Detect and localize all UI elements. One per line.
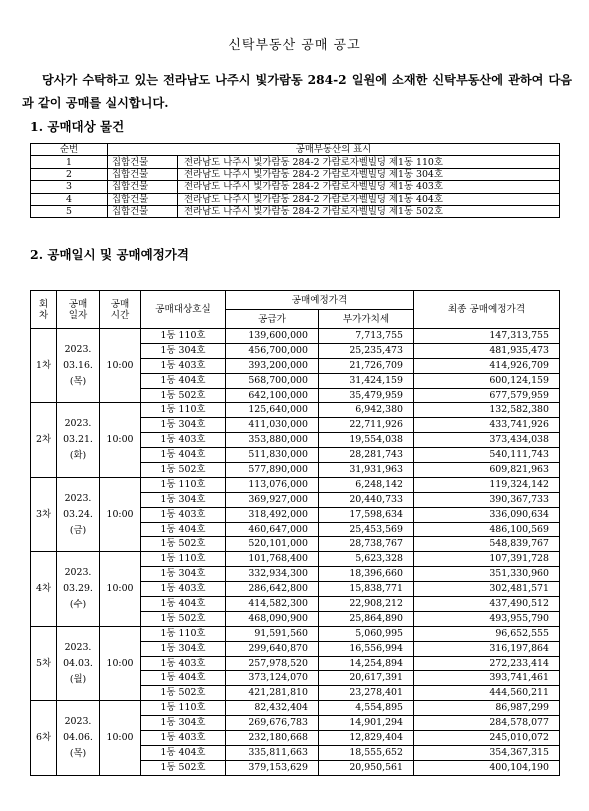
cell-vat: 7,713,755 bbox=[319, 329, 414, 344]
cell-vat: 4,554,895 bbox=[319, 701, 414, 716]
cell-round: 4차 bbox=[31, 552, 57, 626]
cell-unit: 1동 304호 bbox=[141, 418, 226, 433]
cell-supply: 232,180,668 bbox=[226, 731, 319, 746]
cell-supply: 421,281,810 bbox=[226, 686, 319, 701]
cell-unit: 1동 110호 bbox=[141, 329, 226, 344]
cell-vat: 15,838,771 bbox=[319, 582, 414, 597]
cell-time: 10:00 bbox=[100, 701, 141, 775]
table-row bbox=[31, 701, 560, 716]
notice-title: 신탁부동산 공매 공고 bbox=[228, 38, 361, 53]
cell-vat: 28,281,743 bbox=[319, 448, 414, 463]
cell-vat: 31,931,963 bbox=[319, 463, 414, 478]
cell-round: 1차 bbox=[31, 329, 57, 403]
cell-unit: 1동 403호 bbox=[141, 433, 226, 448]
cell-unit: 1동 404호 bbox=[141, 745, 226, 760]
cell-total: 400,104,190 bbox=[414, 760, 560, 775]
cell-supply: 113,076,000 bbox=[226, 477, 319, 492]
cell-unit: 1동 404호 bbox=[141, 373, 226, 388]
cell-supply: 332,934,300 bbox=[226, 567, 319, 582]
cell-vat: 21,726,709 bbox=[319, 358, 414, 373]
cell-supply: 101,768,400 bbox=[226, 552, 319, 567]
header-date: 공매 일자 bbox=[57, 291, 100, 329]
cell-date: 2023. 03.16. (목) bbox=[57, 329, 100, 403]
cell-unit: 1동 404호 bbox=[141, 671, 226, 686]
table-row bbox=[31, 205, 560, 217]
table-header-row bbox=[31, 291, 560, 310]
cell-unit: 1동 404호 bbox=[141, 522, 226, 537]
cell-vat: 23,278,401 bbox=[319, 686, 414, 701]
cell-supply: 411,030,000 bbox=[226, 418, 319, 433]
cell-supply: 577,890,000 bbox=[226, 463, 319, 478]
cell-supply: 393,200,000 bbox=[226, 358, 319, 373]
cell-total: 284,578,077 bbox=[414, 716, 560, 731]
cell-vat: 28,738,767 bbox=[319, 537, 414, 552]
auction-schedule-table bbox=[30, 290, 560, 776]
cell-total: 414,926,709 bbox=[414, 358, 560, 373]
cell-vat: 16,556,994 bbox=[319, 641, 414, 656]
cell-time: 10:00 bbox=[100, 329, 141, 403]
header-time: 공매 시간 bbox=[100, 291, 141, 329]
table-row bbox=[31, 403, 560, 418]
cell-supply: 335,811,663 bbox=[226, 745, 319, 760]
cell-address: 전라남도 나주시 빛가람동 284-2 가람로자벨빌딩 제1동 110호 bbox=[178, 156, 560, 168]
cell-unit: 1동 502호 bbox=[141, 611, 226, 626]
cell-supply: 511,830,000 bbox=[226, 448, 319, 463]
cell-vat: 6,942,380 bbox=[319, 403, 414, 418]
cell-time: 10:00 bbox=[100, 477, 141, 551]
cell-no: 1 bbox=[31, 156, 108, 168]
cell-total: 481,935,473 bbox=[414, 343, 560, 358]
cell-vat: 5,623,328 bbox=[319, 552, 414, 567]
cell-date: 2023. 03.21. (화) bbox=[57, 403, 100, 477]
cell-total: 336,090,634 bbox=[414, 507, 560, 522]
header-no: 순번 bbox=[31, 144, 108, 156]
cell-unit: 1동 404호 bbox=[141, 597, 226, 612]
table-row bbox=[31, 477, 560, 492]
cell-supply: 353,880,000 bbox=[226, 433, 319, 448]
cell-unit: 1동 304호 bbox=[141, 716, 226, 731]
cell-supply: 460,647,000 bbox=[226, 522, 319, 537]
cell-total: 390,367,733 bbox=[414, 492, 560, 507]
cell-unit: 1동 304호 bbox=[141, 641, 226, 656]
cell-time: 10:00 bbox=[100, 552, 141, 626]
cell-unit: 1동 403호 bbox=[141, 507, 226, 522]
cell-vat: 17,598,634 bbox=[319, 507, 414, 522]
cell-time: 10:00 bbox=[100, 626, 141, 700]
cell-vat: 19,554,038 bbox=[319, 433, 414, 448]
header-round: 회 차 bbox=[31, 291, 57, 329]
cell-no: 4 bbox=[31, 193, 108, 205]
cell-unit: 1동 502호 bbox=[141, 388, 226, 403]
cell-type: 집합건물 bbox=[108, 193, 178, 205]
cell-round: 3차 bbox=[31, 477, 57, 551]
cell-vat: 14,901,294 bbox=[319, 716, 414, 731]
header-supply: 공급가 bbox=[226, 310, 319, 329]
cell-time: 10:00 bbox=[100, 403, 141, 477]
cell-total: 433,741,926 bbox=[414, 418, 560, 433]
cell-vat: 22,711,926 bbox=[319, 418, 414, 433]
cell-unit: 1동 110호 bbox=[141, 626, 226, 641]
cell-supply: 269,676,783 bbox=[226, 716, 319, 731]
cell-vat: 20,440,733 bbox=[319, 492, 414, 507]
section-2-heading: 2. 공매일시 및 공매예정가격 bbox=[30, 247, 189, 262]
section-1-heading: 1. 공매대상 물건 bbox=[30, 119, 125, 134]
cell-round: 5차 bbox=[31, 626, 57, 700]
cell-total: 493,955,790 bbox=[414, 611, 560, 626]
cell-total: 245,010,072 bbox=[414, 731, 560, 746]
cell-total: 486,100,569 bbox=[414, 522, 560, 537]
cell-supply: 468,090,900 bbox=[226, 611, 319, 626]
cell-total: 107,391,728 bbox=[414, 552, 560, 567]
cell-unit: 1동 502호 bbox=[141, 537, 226, 552]
cell-unit: 1동 304호 bbox=[141, 492, 226, 507]
cell-vat: 12,829,404 bbox=[319, 731, 414, 746]
header-total: 최종 공매예정가격 bbox=[414, 291, 560, 329]
cell-unit: 1동 403호 bbox=[141, 358, 226, 373]
cell-supply: 318,492,000 bbox=[226, 507, 319, 522]
cell-supply: 414,582,300 bbox=[226, 597, 319, 612]
table-row bbox=[31, 181, 560, 193]
cell-total: 437,490,512 bbox=[414, 597, 560, 612]
intro-paragraph bbox=[22, 69, 572, 115]
cell-address: 전라남도 나주시 빛가람동 284-2 가람로자벨빌딩 제1동 404호 bbox=[178, 193, 560, 205]
cell-supply: 369,927,000 bbox=[226, 492, 319, 507]
cell-supply: 456,700,000 bbox=[226, 343, 319, 358]
intro-text: 당사가 수탁하고 있는 전라남도 나주시 빛가람동 284-2 일원에 소재한 신탁부동산에 관하여 다음과 같이 공매를 실시합니다. bbox=[22, 73, 572, 110]
cell-address: 전라남도 나주시 빛가람동 284-2 가람로자벨빌딩 제1동 304호 bbox=[178, 168, 560, 180]
cell-vat: 18,555,652 bbox=[319, 745, 414, 760]
cell-vat: 5,060,995 bbox=[319, 626, 414, 641]
cell-supply: 642,100,000 bbox=[226, 388, 319, 403]
cell-supply: 373,124,070 bbox=[226, 671, 319, 686]
cell-unit: 1동 304호 bbox=[141, 343, 226, 358]
header-unit: 공매대상호실 bbox=[141, 291, 226, 329]
cell-no: 2 bbox=[31, 168, 108, 180]
cell-supply: 257,978,520 bbox=[226, 656, 319, 671]
cell-vat: 31,424,159 bbox=[319, 373, 414, 388]
cell-vat: 25,235,473 bbox=[319, 343, 414, 358]
cell-date: 2023. 03.29. (수) bbox=[57, 552, 100, 626]
cell-unit: 1동 502호 bbox=[141, 463, 226, 478]
cell-date: 2023. 03.24. (금) bbox=[57, 477, 100, 551]
cell-unit: 1동 502호 bbox=[141, 760, 226, 775]
cell-unit: 1동 110호 bbox=[141, 552, 226, 567]
cell-unit: 1동 502호 bbox=[141, 686, 226, 701]
table-row bbox=[31, 626, 560, 641]
cell-supply: 379,153,629 bbox=[226, 760, 319, 775]
cell-total: 272,233,414 bbox=[414, 656, 560, 671]
cell-total: 119,324,142 bbox=[414, 477, 560, 492]
cell-supply: 568,700,000 bbox=[226, 373, 319, 388]
cell-date: 2023. 04.06. (목) bbox=[57, 701, 100, 775]
cell-total: 147,313,755 bbox=[414, 329, 560, 344]
cell-type: 집합건물 bbox=[108, 181, 178, 193]
auction-property-table bbox=[30, 143, 560, 218]
cell-supply: 520,101,000 bbox=[226, 537, 319, 552]
cell-total: 96,652,555 bbox=[414, 626, 560, 641]
cell-unit: 1동 110호 bbox=[141, 477, 226, 492]
cell-round: 2차 bbox=[31, 403, 57, 477]
cell-vat: 22,908,212 bbox=[319, 597, 414, 612]
cell-total: 444,560,211 bbox=[414, 686, 560, 701]
cell-unit: 1동 403호 bbox=[141, 656, 226, 671]
cell-unit: 1동 110호 bbox=[141, 701, 226, 716]
cell-total: 302,481,571 bbox=[414, 582, 560, 597]
cell-round: 6차 bbox=[31, 701, 57, 775]
cell-date: 2023. 04.03. (월) bbox=[57, 626, 100, 700]
cell-unit: 1동 403호 bbox=[141, 582, 226, 597]
cell-vat: 25,453,569 bbox=[319, 522, 414, 537]
cell-total: 351,330,960 bbox=[414, 567, 560, 582]
cell-supply: 139,600,000 bbox=[226, 329, 319, 344]
cell-vat: 20,617,391 bbox=[319, 671, 414, 686]
cell-unit: 1동 403호 bbox=[141, 731, 226, 746]
cell-total: 609,821,963 bbox=[414, 463, 560, 478]
cell-total: 548,839,767 bbox=[414, 537, 560, 552]
table-header-row bbox=[31, 144, 560, 156]
cell-unit: 1동 404호 bbox=[141, 448, 226, 463]
cell-address: 전라남도 나주시 빛가람동 284-2 가람로자벨빌딩 제1동 502호 bbox=[178, 205, 560, 217]
cell-type: 집합건물 bbox=[108, 156, 178, 168]
cell-total: 373,434,038 bbox=[414, 433, 560, 448]
cell-total: 393,741,461 bbox=[414, 671, 560, 686]
table-row bbox=[31, 168, 560, 180]
cell-unit: 1동 110호 bbox=[141, 403, 226, 418]
cell-supply: 299,640,870 bbox=[226, 641, 319, 656]
cell-type: 집합건물 bbox=[108, 205, 178, 217]
table-row bbox=[31, 552, 560, 567]
cell-total: 316,197,864 bbox=[414, 641, 560, 656]
cell-total: 354,367,315 bbox=[414, 745, 560, 760]
cell-supply: 286,642,800 bbox=[226, 582, 319, 597]
cell-total: 540,111,743 bbox=[414, 448, 560, 463]
cell-supply: 82,432,404 bbox=[226, 701, 319, 716]
header-price-group: 공매예정가격 bbox=[226, 291, 414, 310]
cell-vat: 18,396,660 bbox=[319, 567, 414, 582]
header-property: 공매부동산의 표시 bbox=[108, 144, 560, 156]
header-vat: 부가가치세 bbox=[319, 310, 414, 329]
cell-vat: 14,254,894 bbox=[319, 656, 414, 671]
cell-vat: 35,479,959 bbox=[319, 388, 414, 403]
cell-type: 집합건물 bbox=[108, 168, 178, 180]
table-row bbox=[31, 193, 560, 205]
table-row bbox=[31, 156, 560, 168]
cell-no: 5 bbox=[31, 205, 108, 217]
cell-supply: 125,640,000 bbox=[226, 403, 319, 418]
cell-unit: 1동 304호 bbox=[141, 567, 226, 582]
cell-address: 전라남도 나주시 빛가람동 284-2 가람로자벨빌딩 제1동 403호 bbox=[178, 181, 560, 193]
cell-total: 132,582,380 bbox=[414, 403, 560, 418]
cell-vat: 6,248,142 bbox=[319, 477, 414, 492]
table-row bbox=[31, 329, 560, 344]
cell-vat: 20,950,561 bbox=[319, 760, 414, 775]
cell-total: 677,579,959 bbox=[414, 388, 560, 403]
cell-total: 600,124,159 bbox=[414, 373, 560, 388]
cell-supply: 91,591,560 bbox=[226, 626, 319, 641]
cell-no: 3 bbox=[31, 181, 108, 193]
cell-vat: 25,864,890 bbox=[319, 611, 414, 626]
cell-total: 86,987,299 bbox=[414, 701, 560, 716]
